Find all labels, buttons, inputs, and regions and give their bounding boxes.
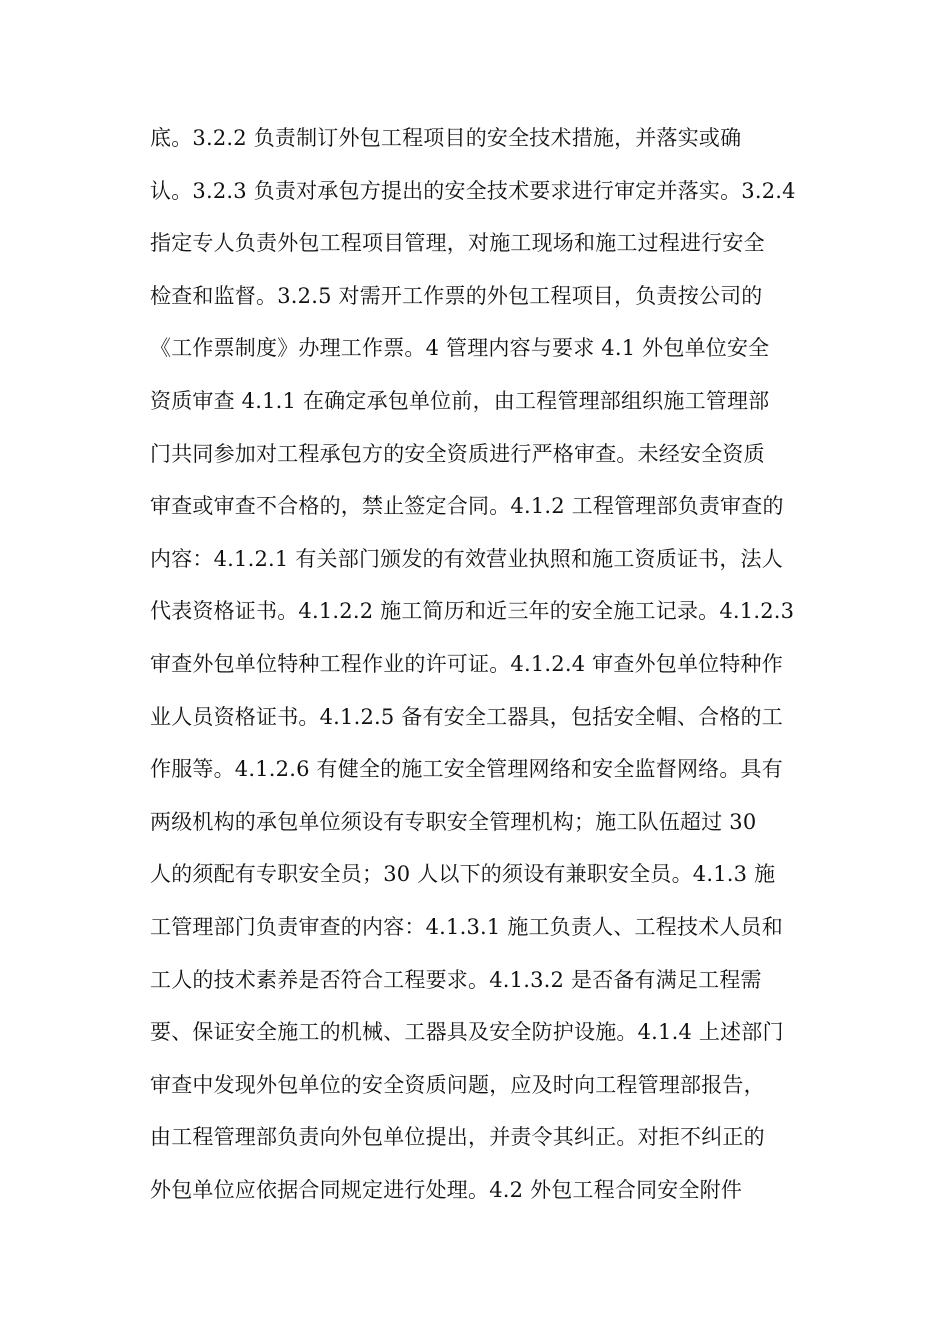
text-line: 人的须配有专职安全员；30 人以下的须设有兼职安全员。4.1.3 施 bbox=[150, 862, 776, 887]
body-text bbox=[150, 116, 810, 1220]
text-line: 门共同参加对工程承包方的安全资质进行严格审查。未经安全资质 bbox=[150, 441, 765, 466]
text-line: 审查或审查不合格的，禁止签定合同。4.1.2 工程管理部负责审查的 bbox=[150, 494, 784, 519]
text-line: 《工作票制度》办理工作票。4 管理内容与要求 4.1 外包单位安全 bbox=[150, 336, 770, 361]
text-line: 由工程管理部负责向外包单位提出，并责令其纠正。对拒不纠正的 bbox=[150, 1125, 765, 1150]
text-line: 资质审查 4.1.1 在确定承包单位前，由工程管理部组织施工管理部 bbox=[150, 388, 770, 413]
text-line: 审查外包单位特种工程作业的许可证。4.1.2.4 审查外包单位特种作 bbox=[150, 651, 783, 676]
text-line: 外包单位应依据合同规定进行处理。4.2 外包工程合同安全附件 bbox=[150, 1177, 743, 1202]
text-line: 指定专人负责外包工程项目管理，对施工现场和施工过程进行安全 bbox=[150, 231, 765, 256]
text-line: 工管理部门负责审查的内容：4.1.3.1 施工负责人、工程技术人员和 bbox=[150, 914, 783, 939]
text-line: 作服等。4.1.2.6 有健全的施工安全管理网络和安全监督网络。具有 bbox=[150, 757, 783, 782]
text-line: 审查中发现外包单位的安全资质问题，应及时向工程管理部报告， bbox=[150, 1072, 765, 1097]
text-line: 两级机构的承包单位须设有专职安全管理机构；施工队伍超过 30 bbox=[150, 809, 757, 834]
text-line: 检查和监督。3.2.5 对需开工作票的外包工程项目，负责按公司的 bbox=[150, 283, 763, 308]
text-line: 要、保证安全施工的机械、工器具及安全防护设施。4.1.4 上述部门 bbox=[150, 1020, 784, 1045]
text-line: 内容：4.1.2.1 有关部门颁发的有效营业执照和施工资质证书，法人 bbox=[150, 546, 783, 571]
text-line: 业人员资格证书。4.1.2.5 备有安全工器具，包括安全帽、合格的工 bbox=[150, 704, 783, 729]
text-line: 工人的技术素养是否符合工程要求。4.1.3.2 是否备有满足工程需 bbox=[150, 967, 762, 992]
text-line: 代表资格证书。4.1.2.2 施工简历和近三年的安全施工记录。4.1.2.3 bbox=[150, 599, 795, 624]
text-line: 底。3.2.2 负责制订外包工程项目的安全技术措施，并落实或确 bbox=[150, 126, 742, 150]
text-line: 认。3.2.3 负责对承包方提出的安全技术要求进行审定并落实。3.2.4 bbox=[150, 178, 796, 203]
